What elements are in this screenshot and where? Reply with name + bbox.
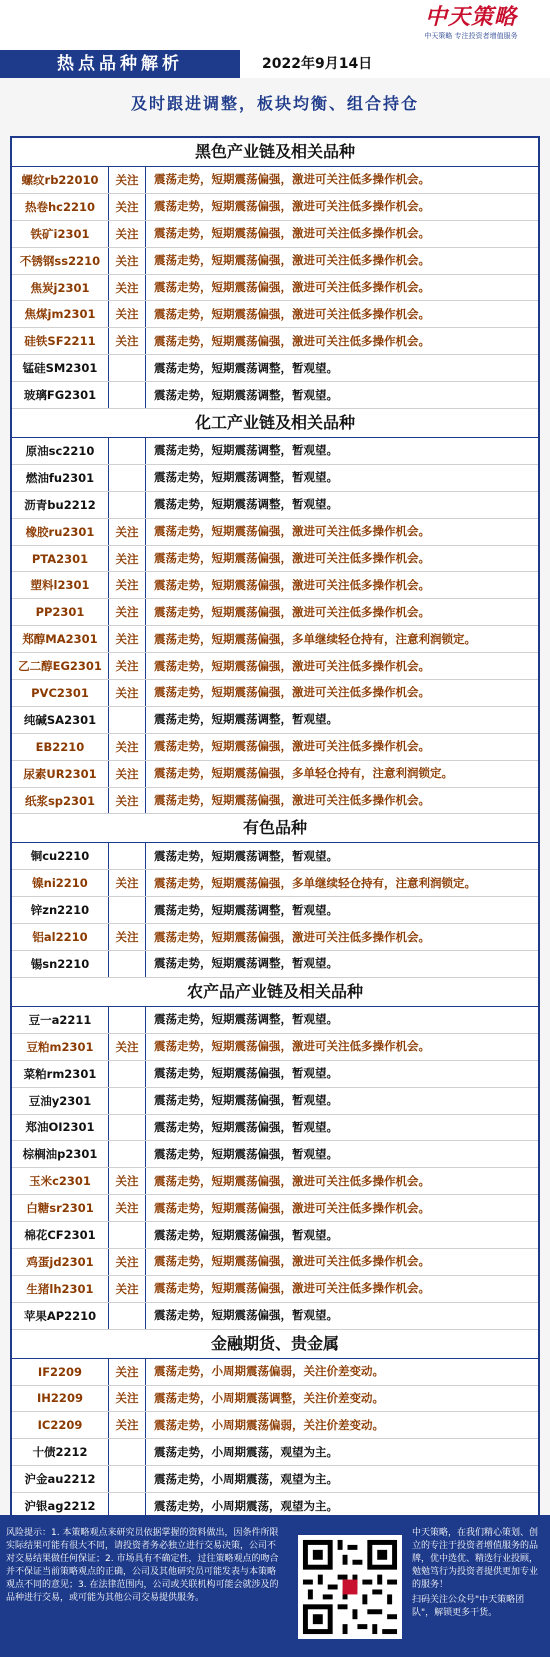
attention-flag: [109, 438, 146, 464]
contract-name: PVC2301: [12, 680, 109, 706]
contract-name: 沪金au2212: [12, 1466, 109, 1492]
attention-flag: 关注: [109, 599, 146, 625]
contract-name: 铁矿i2301: [12, 221, 109, 247]
contract-name: 沪银ag2212: [12, 1493, 109, 1519]
contract-name: 豆一a2211: [12, 1007, 109, 1033]
contract-name: 尿素UR2301: [12, 761, 109, 787]
risk-notice: 风险提示：1. 本策略观点来研究员依据掌握的资料做出，因条件所限实际结果可能有很大不同，请投资者务必独立进行交易决策，公司不对交易结果做任何保证；2. 市场具有不确定性，过往策略观点的吻合并不保证当前策略观点的正确，公司及其他研究员可能发表与本策略观点不同的意见；3. 在法律范围内，公司或关联机构可能会就涉及的品种进行交易，或可能为其他公司交易提供服务。: [6, 1528, 279, 1603]
contract-outlook: 震荡走势，短期震荡偏强，激进可关注低多操作机会。: [154, 524, 430, 539]
contract-name: 郑醇MA2301: [12, 626, 109, 652]
contract-outlook: 震荡走势，短期震荡偏强，多单继续轻仓持有，注意利润锁定。: [154, 631, 476, 646]
contract-name: 不锈钢ss2210: [12, 248, 109, 274]
table-row: [12, 1088, 538, 1115]
contract-name: PTA2301: [12, 546, 109, 572]
table-row: [12, 519, 538, 546]
contract-outlook: 震荡走势，小周期震荡，观望为主。: [154, 1498, 338, 1513]
contract-outlook: 震荡走势，短期震荡偏强，多单继续轻仓持有，注意利润锁定。: [154, 875, 476, 890]
top-bar: [0, 0, 550, 50]
attention-flag: [109, 1303, 146, 1329]
contract-name: 焦炭j2301: [12, 275, 109, 301]
attention-flag: 关注: [109, 194, 146, 220]
brand-logo: [406, 4, 536, 46]
table-row: [12, 1303, 538, 1330]
attention-flag: [109, 1088, 146, 1114]
attention-flag: 关注: [109, 248, 146, 274]
contract-name: 锰硅SM2301: [12, 355, 109, 381]
contract-name: 菜粕rm2301: [12, 1061, 109, 1087]
attention-flag: 关注: [109, 167, 146, 193]
contract-outlook: 震荡走势，短期震荡偏强，激进可关注低多操作机会。: [154, 577, 430, 592]
contract-outlook: 震荡走势，小周期震荡调整，关注价差变动。: [154, 1390, 384, 1405]
attention-flag: 关注: [109, 924, 146, 950]
section-header: 农产品产业链及相关品种: [12, 978, 538, 1007]
attention-flag: 关注: [109, 626, 146, 652]
contract-outlook: 震荡走势，短期震荡调整，暂观望。: [154, 848, 338, 863]
contract-outlook: 震荡走势，小周期震荡偏弱，关注价差变动。: [154, 1364, 384, 1379]
table-row: [12, 301, 538, 328]
table-row: [12, 1386, 538, 1413]
attention-flag: 关注: [109, 221, 146, 247]
section-header: 黑色产业链及相关品种: [12, 138, 538, 167]
contract-outlook: 震荡走势，短期震荡调整，暂观望。: [154, 1012, 338, 1027]
footer: [0, 1515, 550, 1657]
attention-flag: [109, 492, 146, 518]
report-date: 2022年9月14日: [262, 56, 373, 72]
contract-name: 玉米c2301: [12, 1168, 109, 1194]
contract-outlook: 震荡走势，短期震荡偏强，激进可关注低多操作机会。: [154, 226, 430, 241]
contract-outlook: 震荡走势，短期震荡偏强，激进可关注低多操作机会。: [154, 280, 430, 294]
table-row: [12, 1466, 538, 1493]
brand-intro: 中天策略，在我们精心策划、创立的专注于投资者增值服务的品牌，优中选优、精选行业投顾，勉勉笃行为投资者提供更加专业的服务！: [412, 1528, 539, 1590]
contract-name: 原油sc2210: [12, 438, 109, 464]
attention-flag: [109, 1439, 146, 1465]
attention-flag: [109, 951, 146, 977]
contract-name: 镍ni2210: [12, 870, 109, 896]
attention-flag: [109, 1115, 146, 1141]
contract-outlook: 震荡走势，短期震荡偏强，激进可关注低多操作机会。: [154, 658, 430, 673]
table-row: [12, 1061, 538, 1088]
contract-name: IC2209: [12, 1412, 109, 1438]
contract-outlook: 震荡走势，小周期震荡，观望为主。: [154, 1444, 338, 1459]
contract-outlook: 震荡走势，短期震荡偏强，暂观望。: [154, 1146, 338, 1161]
report-title: 热点品种解析: [0, 50, 240, 78]
section-header: 金融期货、贵金属: [12, 1330, 538, 1359]
contract-name: PP2301: [12, 599, 109, 625]
contract-outlook: 震荡走势，短期震荡偏强，激进可关注低多操作机会。: [154, 306, 430, 321]
attention-flag: 关注: [109, 328, 146, 354]
attention-flag: 关注: [109, 546, 146, 572]
attention-flag: 关注: [109, 734, 146, 760]
contract-name: 沥青bu2212: [12, 492, 109, 518]
contract-name: 纯碱SA2301: [12, 707, 109, 733]
contract-name: 十债2212: [12, 1439, 109, 1465]
follow-text: 扫码关注公众号"中天策略团队"，解锁更多干货。: [412, 1595, 525, 1618]
table-row: [12, 248, 538, 275]
contract-outlook: 震荡走势，短期震荡调整，暂观望。: [154, 712, 338, 727]
table-row: [12, 492, 538, 519]
attention-flag: [109, 382, 146, 408]
attention-flag: 关注: [109, 519, 146, 545]
contract-name: 硅铁SF2211: [12, 328, 109, 354]
attention-flag: 关注: [109, 1168, 146, 1194]
table-row: [12, 734, 538, 761]
table-row: [12, 328, 538, 355]
attention-flag: [109, 1222, 146, 1248]
attention-flag: [109, 1061, 146, 1087]
contract-outlook: 震荡走势，短期震荡偏强，激进可关注低多操作机会。: [154, 253, 430, 268]
attention-flag: [109, 1141, 146, 1167]
contract-outlook: 震荡走势，短期震荡调整，暂观望。: [154, 443, 338, 458]
table-row: [12, 1115, 538, 1142]
attention-flag: [109, 1466, 146, 1492]
contract-name: 郑油OI2301: [12, 1115, 109, 1141]
table-row: [12, 572, 538, 599]
table-row: [12, 355, 538, 382]
contract-name: 热卷hc2210: [12, 194, 109, 220]
contract-outlook: 震荡走势，短期震荡偏强，暂观望。: [154, 1227, 338, 1242]
attention-flag: 关注: [109, 788, 146, 814]
contract-outlook: 震荡走势，短期震荡调整，暂观望。: [154, 360, 338, 375]
contract-outlook: 震荡走势，短期震荡调整，暂观望。: [154, 497, 338, 512]
contract-outlook: 震荡走势，短期震荡调整，暂观望。: [154, 902, 338, 917]
attention-flag: 关注: [109, 1359, 146, 1385]
table-row: [12, 1359, 538, 1386]
table-row: [12, 680, 538, 707]
table-row: [12, 653, 538, 680]
table-row: [12, 194, 538, 221]
contract-name: 螺纹rb22010: [12, 167, 109, 193]
attention-flag: 关注: [109, 301, 146, 327]
attention-flag: 关注: [109, 1412, 146, 1438]
contract-name: EB2210: [12, 734, 109, 760]
contract-outlook: 震荡走势，短期震荡偏强，激进可关注低多操作机会。: [154, 1254, 430, 1269]
table-row: [12, 546, 538, 573]
contract-outlook: 震荡走势，短期震荡偏强，暂观望。: [154, 1119, 338, 1134]
contract-name: 纸浆sp2301: [12, 788, 109, 814]
attention-flag: [109, 897, 146, 923]
table-row: [12, 707, 538, 734]
analysis-table: [10, 136, 540, 1521]
contract-name: 鸡蛋jd2301: [12, 1249, 109, 1275]
contract-name: 豆粕m2301: [12, 1034, 109, 1060]
contract-name: 棉花CF2301: [12, 1222, 109, 1248]
table-row: [12, 951, 538, 978]
attention-flag: 关注: [109, 1276, 146, 1302]
table-row: [12, 1222, 538, 1249]
attention-flag: 关注: [109, 1034, 146, 1060]
attention-flag: [109, 707, 146, 733]
table-row: [12, 275, 538, 302]
qr-code-icon: [298, 1535, 402, 1639]
contract-outlook: 震荡走势，短期震荡偏强，激进可关注低多操作机会。: [154, 333, 430, 348]
attention-flag: [109, 465, 146, 491]
table-row: [12, 465, 538, 492]
attention-flag: 关注: [109, 1386, 146, 1412]
attention-flag: [109, 843, 146, 869]
table-row: [12, 626, 538, 653]
contract-name: 橡胶ru2301: [12, 519, 109, 545]
contract-name: 塑料l2301: [12, 572, 109, 598]
contract-outlook: 震荡走势，短期震荡偏强，激进可关注低多操作机会。: [154, 1039, 430, 1054]
attention-flag: 关注: [109, 572, 146, 598]
section-header: 化工产业链及相关品种: [12, 409, 538, 438]
contract-outlook: 震荡走势，短期震荡调整，暂观望。: [154, 956, 338, 971]
table-row: [12, 1168, 538, 1195]
contract-name: 铜cu2210: [12, 843, 109, 869]
section-header: 有色品种: [12, 814, 538, 843]
contract-outlook: 震荡走势，短期震荡偏强，激进可关注低多操作机会。: [154, 551, 430, 566]
table-row: [12, 438, 538, 465]
contract-outlook: 震荡走势，短期震荡偏强，激进可关注低多操作机会。: [154, 929, 430, 944]
headline: 及时跟进调整，板块均衡、组合持仓: [130, 94, 419, 113]
table-row: [12, 897, 538, 924]
contract-name: IF2209: [12, 1359, 109, 1385]
contract-outlook: 震荡走势，短期震荡偏强，激进可关注低多操作机会。: [154, 199, 430, 214]
logo-text: 中天策略: [424, 4, 517, 30]
table-row: [12, 1276, 538, 1303]
contract-outlook: 震荡走势，短期震荡调整，暂观望。: [154, 470, 338, 485]
contract-name: 豆油y2301: [12, 1088, 109, 1114]
contract-name: 铝al2210: [12, 924, 109, 950]
attention-flag: 关注: [109, 761, 146, 787]
contract-outlook: 震荡走势，短期震荡调整，暂观望。: [154, 387, 338, 402]
table-row: [12, 1034, 538, 1061]
contract-name: 燃油fu2301: [12, 465, 109, 491]
contract-name: 乙二醇EG2301: [12, 653, 109, 679]
contract-name: 苹果AP2210: [12, 1303, 109, 1329]
attention-flag: [109, 1007, 146, 1033]
contract-outlook: 震荡走势，短期震荡偏强，暂观望。: [154, 1066, 338, 1081]
table-row: [12, 221, 538, 248]
attention-flag: 关注: [109, 275, 146, 301]
contract-outlook: 震荡走势，短期震荡偏强，激进可关注低多操作机会。: [154, 685, 430, 700]
attention-flag: [109, 355, 146, 381]
table-row: [12, 1412, 538, 1439]
attention-flag: 关注: [109, 680, 146, 706]
attention-flag: 关注: [109, 1249, 146, 1275]
contract-name: 锡sn2210: [12, 951, 109, 977]
table-row: [12, 1195, 538, 1222]
logo-tagline: 中天策略 专注投资者增值服务: [424, 32, 518, 40]
contract-outlook: 震荡走势，小周期震荡偏弱，关注价差变动。: [154, 1417, 384, 1432]
contract-name: 锌zn2210: [12, 897, 109, 923]
contract-outlook: 震荡走势，短期震荡偏强，激进可关注低多操作机会。: [154, 739, 430, 754]
attention-flag: 关注: [109, 870, 146, 896]
table-row: [12, 382, 538, 409]
contract-outlook: 震荡走势，短期震荡偏强，激进可关注低多操作机会。: [154, 1200, 430, 1215]
table-row: [12, 1007, 538, 1034]
table-row: [12, 924, 538, 951]
contract-outlook: 震荡走势，短期震荡偏强，暂观望。: [154, 1308, 338, 1323]
table-row: [12, 788, 538, 815]
table-row: [12, 1141, 538, 1168]
contract-outlook: 震荡走势，短期震荡偏强，激进可关注低多操作机会。: [154, 172, 430, 187]
attention-flag: 关注: [109, 653, 146, 679]
table-row: [12, 599, 538, 626]
contract-name: 白糖sr2301: [12, 1195, 109, 1221]
contract-name: 棕榈油p2301: [12, 1141, 109, 1167]
table-row: [12, 167, 538, 194]
contract-outlook: 震荡走势，短期震荡偏强，多单轻仓持有，注意利润锁定。: [154, 766, 453, 781]
contract-outlook: 震荡走势，小周期震荡，观望为主。: [154, 1471, 338, 1486]
contract-name: 玻璃FG2301: [12, 382, 109, 408]
contract-outlook: 震荡走势，短期震荡偏强，暂观望。: [154, 1093, 338, 1108]
table-row: [12, 1439, 538, 1466]
contract-name: IH2209: [12, 1386, 109, 1412]
contract-name: 焦煤jm2301: [12, 301, 109, 327]
contract-name: 生猪lh2301: [12, 1276, 109, 1302]
contract-outlook: 震荡走势，短期震荡偏强，激进可关注低多操作机会。: [154, 1281, 430, 1296]
brand-intro-block: [412, 1527, 544, 1620]
contract-outlook: 震荡走势，短期震荡偏强，激进可关注低多操作机会。: [154, 604, 430, 619]
table-row: [12, 1249, 538, 1276]
table-row: [12, 870, 538, 897]
contract-outlook: 震荡走势，短期震荡偏强，激进可关注低多操作机会。: [154, 1173, 430, 1188]
attention-flag: 关注: [109, 1195, 146, 1221]
table-row: [12, 843, 538, 870]
table-row: [12, 761, 538, 788]
contract-outlook: 震荡走势，短期震荡偏强，激进可关注低多操作机会。: [154, 793, 430, 808]
